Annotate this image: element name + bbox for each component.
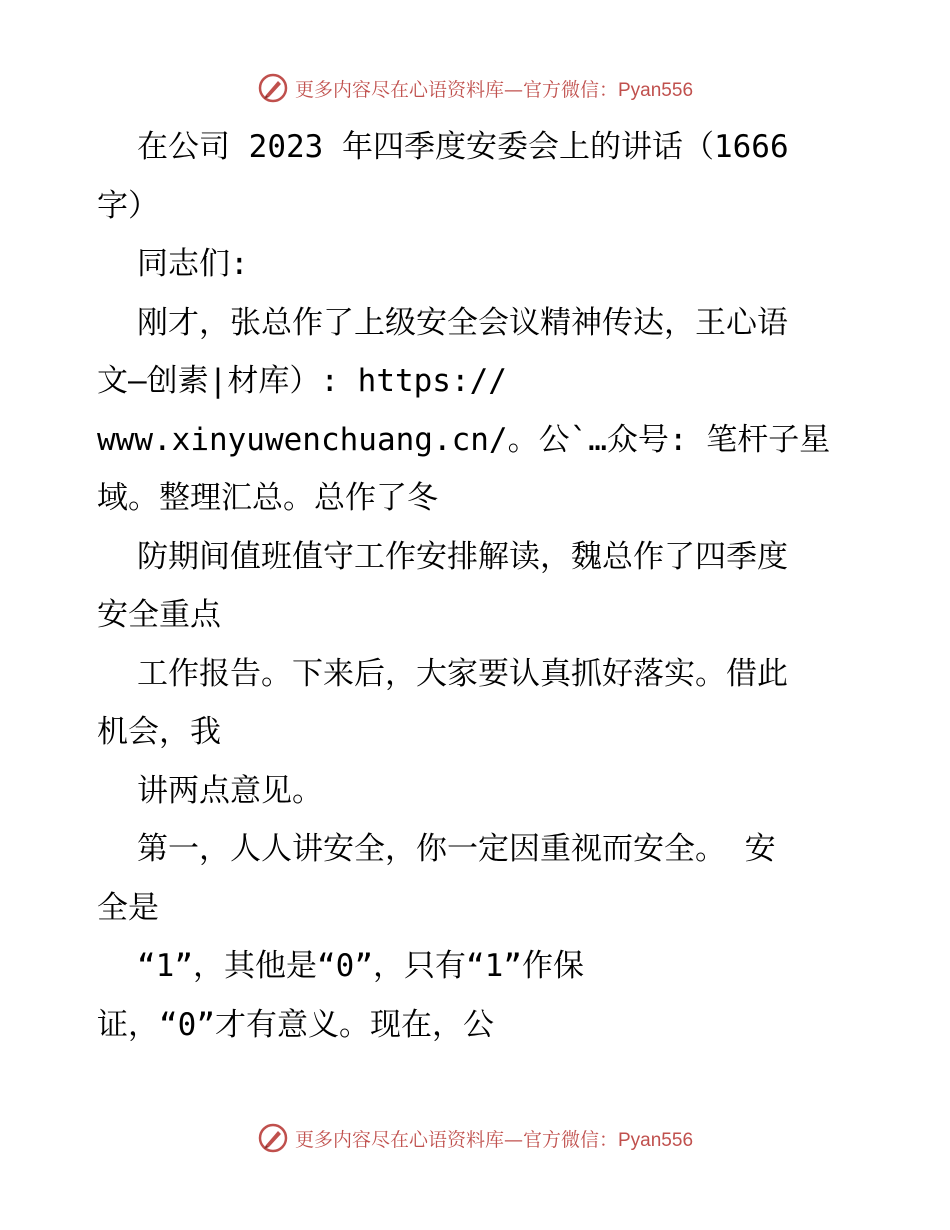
text-line: 证，“0”才有意义。现在，公: [97, 1006, 494, 1043]
text-line: 机会，我: [97, 714, 221, 750]
text-line: 安全重点: [97, 597, 221, 633]
watermark-wechat-id: Pyan556: [618, 1129, 694, 1151]
document-body: [97, 118, 857, 1054]
pen-logo-icon: [257, 1122, 289, 1154]
pen-logo-icon: [257, 72, 289, 104]
text-line: 刚才，张总作了上级安全会议精神传达，王心语: [137, 304, 788, 341]
text-line: 字）: [97, 187, 159, 224]
text-line: 同志们:: [137, 246, 249, 282]
header-watermark: [0, 72, 950, 104]
watermark-wechat-id: Pyan556: [618, 79, 694, 101]
watermark-text: 更多内容尽在心语资料库—官方微信：Pyan556: [294, 1128, 694, 1151]
text-line: 防期间值班值守工作安排解读，魏总作了四季度: [137, 538, 788, 575]
text-line: 文—创素|材库）: https://: [97, 363, 507, 399]
watermark-text: 更多内容尽在心语资料库—官方微信：Pyan556: [294, 78, 694, 101]
text-line: 域。整理汇总。总作了冬: [97, 480, 438, 516]
text-line: 全是: [97, 889, 159, 926]
footer-watermark: [0, 1122, 950, 1154]
text-line: 工作报告。下来后，大家要认真抓好落实。借此: [137, 655, 788, 692]
text-line: 在公司 2023 年四季度安委会上的讲话（1666: [137, 129, 789, 165]
text-line: “1”，其他是“0”，只有“1”作保: [137, 948, 584, 984]
text-line: 第一，人人讲安全，你一定因重视而安全。 安: [137, 831, 776, 867]
text-line: 讲两点意见。: [137, 772, 323, 809]
text-line: www.xinyuwenchuang.cn/。公`…众号: 笔杆子星: [97, 421, 831, 458]
